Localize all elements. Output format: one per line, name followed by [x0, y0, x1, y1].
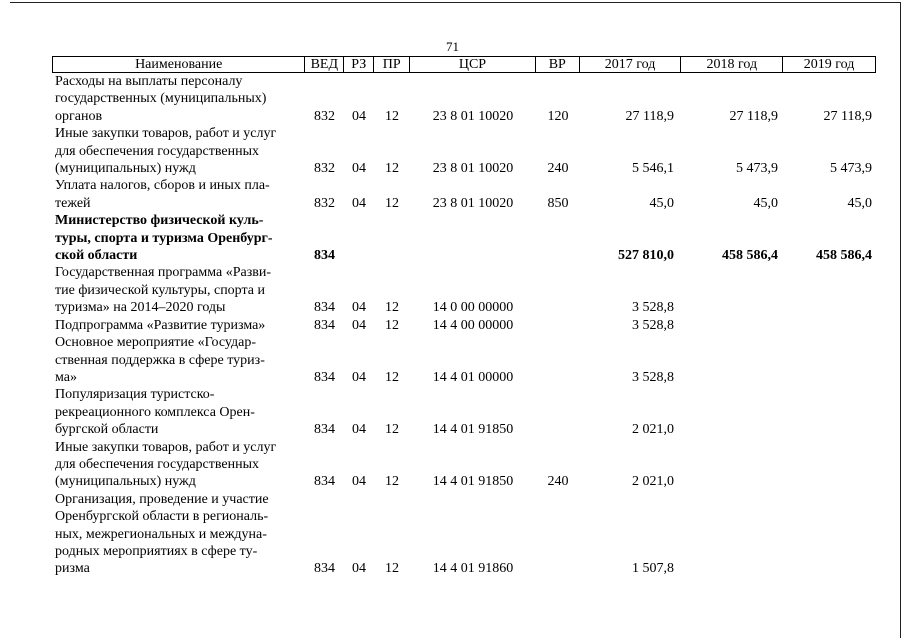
row-name-line: рекреационного комплекса Орен- [55, 404, 255, 420]
table-row [52, 73, 876, 125]
row-name [52, 264, 305, 316]
right-edge-line [900, 2, 901, 638]
cell-ved: 832 [314, 195, 335, 211]
row-name-line: Уплата налогов, сборов и иных пла- [55, 178, 270, 194]
cell-vr: 850 [547, 195, 569, 211]
row-name-line: Популяризация туристско- [55, 387, 215, 403]
header-vr: ВР [536, 57, 580, 72]
cell-y2018: 45,0 [753, 195, 778, 211]
cell-rz: 04 [352, 561, 366, 577]
cell-pr: 12 [385, 195, 399, 211]
row-name-line: государственных (муниципальных) [55, 91, 267, 107]
cell-ved: 834 [314, 300, 335, 316]
cell-y2017: 527 810,0 [618, 248, 674, 264]
row-name-line: органов [55, 108, 103, 124]
header-2017: 2017 год [580, 57, 682, 72]
cell-ved: 832 [314, 108, 335, 124]
table-row [52, 212, 876, 264]
cell-y2018: 27 118,9 [729, 108, 778, 124]
row-name-line: ской области [55, 248, 138, 264]
row-name [52, 439, 305, 491]
header-pr: ПР [374, 57, 410, 72]
cell-y2019: 45,0 [847, 195, 872, 211]
table-row [52, 264, 876, 316]
row-name [52, 73, 305, 125]
cell-y2017: 5 546,1 [632, 161, 674, 177]
row-name [52, 317, 305, 334]
cell-rz: 04 [352, 300, 366, 316]
cell-csr: 23 8 01 10020 [432, 161, 514, 177]
cell-y2017: 1 507,8 [632, 561, 674, 577]
row-name-line: (муниципальных) нужд [55, 161, 196, 177]
row-name-line: родных мероприятиях в сфере ту- [55, 543, 258, 559]
cell-rz: 04 [352, 422, 366, 438]
header-2018: 2018 год [681, 57, 783, 72]
row-name-line: тежей [55, 195, 91, 211]
row-name-line: Оренбургской области в региональ- [55, 509, 269, 525]
row-name-line: Министерство физической куль- [55, 213, 264, 229]
row-name [52, 334, 305, 386]
page-number: 71 [446, 39, 459, 54]
row-name-line: туры, спорта и туризма Оренбург- [55, 230, 273, 246]
table-row [52, 125, 876, 177]
cell-y2019: 458 586,4 [816, 248, 872, 264]
cell-rz: 04 [352, 317, 366, 333]
cell-rz: 04 [352, 369, 366, 385]
row-name-line: Основное мероприятие «Государ- [55, 335, 256, 351]
cell-y2019: 27 118,9 [823, 108, 872, 124]
cell-ved: 834 [314, 561, 335, 577]
cell-rz: 04 [352, 195, 366, 211]
row-name-line: ма» [55, 369, 77, 385]
row-name-line: тие физической культуры, спорта и [55, 282, 265, 298]
cell-ved: 834 [314, 248, 335, 264]
table-row [52, 386, 876, 438]
table-row [52, 177, 876, 212]
cell-pr: 12 [385, 317, 399, 333]
cell-y2017: 45,0 [649, 195, 674, 211]
row-name-line: Организация, проведение и участие [55, 491, 269, 507]
cell-ved: 832 [314, 161, 335, 177]
row-name-line: ризма [55, 561, 90, 577]
cell-rz: 04 [352, 161, 366, 177]
cell-vr: 240 [547, 474, 569, 490]
top-edge-line [10, 2, 900, 3]
row-name [52, 491, 305, 578]
cell-ved: 834 [314, 317, 335, 333]
cell-ved: 834 [314, 422, 335, 438]
cell-y2017: 2 021,0 [632, 474, 674, 490]
row-name [52, 212, 305, 264]
header-ved: ВЕД [305, 57, 344, 72]
cell-vr: 120 [547, 108, 569, 124]
cell-csr: 14 4 01 91850 [432, 474, 514, 490]
cell-ved: 834 [314, 369, 335, 385]
table-body [52, 73, 876, 578]
header-csr: ЦСР [410, 57, 536, 72]
row-name-line: Расходы на выплаты персоналу [55, 74, 243, 89]
cell-y2017: 3 528,8 [632, 369, 674, 385]
row-name-line: Иные закупки товаров, работ и услуг [55, 126, 277, 142]
table-row [52, 491, 876, 578]
row-name-line: для обеспечения государственных [55, 456, 259, 472]
cell-y2018: 5 473,9 [736, 161, 778, 177]
row-name-line: Подпрограмма «Развитие туризма» [55, 317, 266, 333]
row-name-line: бургской области [55, 422, 159, 438]
cell-pr: 12 [385, 422, 399, 438]
cell-pr: 12 [385, 369, 399, 385]
row-name-line: для обеспечения государственных [55, 143, 259, 159]
cell-y2017: 2 021,0 [632, 422, 674, 438]
row-name-line: туризма» на 2014–2020 годы [55, 300, 226, 316]
row-name-line: (муниципальных) нужд [55, 474, 196, 490]
cell-y2019: 5 473,9 [830, 161, 872, 177]
cell-csr: 14 0 00 00000 [432, 300, 514, 316]
cell-pr: 12 [385, 561, 399, 577]
row-name-line: ных, межрегиональных и междуна- [55, 526, 267, 542]
table-header [52, 56, 876, 73]
cell-pr: 12 [385, 161, 399, 177]
cell-csr: 14 4 01 91850 [432, 422, 514, 438]
cell-csr: 14 4 01 91860 [432, 561, 514, 577]
cell-csr: 23 8 01 10020 [432, 195, 514, 211]
header-rz: РЗ [344, 57, 374, 72]
cell-y2018: 458 586,4 [722, 248, 778, 264]
cell-pr: 12 [385, 108, 399, 124]
row-name [52, 386, 305, 438]
cell-rz: 04 [352, 108, 366, 124]
cell-csr: 23 8 01 10020 [432, 108, 514, 124]
cell-y2017: 3 528,8 [632, 300, 674, 316]
cell-rz: 04 [352, 474, 366, 490]
cell-csr: 14 4 01 00000 [432, 369, 514, 385]
row-name [52, 177, 305, 212]
cell-pr: 12 [385, 474, 399, 490]
row-name-line: Иные закупки товаров, работ и услуг [55, 439, 277, 455]
row-name-line: ственная поддержка в сфере туриз- [55, 352, 265, 368]
cell-csr: 14 4 00 00000 [432, 317, 514, 333]
table-row [52, 334, 876, 386]
cell-y2017: 3 528,8 [632, 317, 674, 333]
table-row [52, 317, 876, 334]
table-row [52, 439, 876, 491]
header-name: Наименование [53, 57, 305, 72]
cell-pr: 12 [385, 300, 399, 316]
cell-ved: 834 [314, 474, 335, 490]
cell-vr: 240 [547, 161, 569, 177]
header-2019: 2019 год [803, 57, 855, 72]
row-name-line: Государственная программа «Разви- [55, 265, 271, 281]
cell-y2017: 27 118,9 [625, 108, 674, 124]
row-name [52, 125, 305, 177]
